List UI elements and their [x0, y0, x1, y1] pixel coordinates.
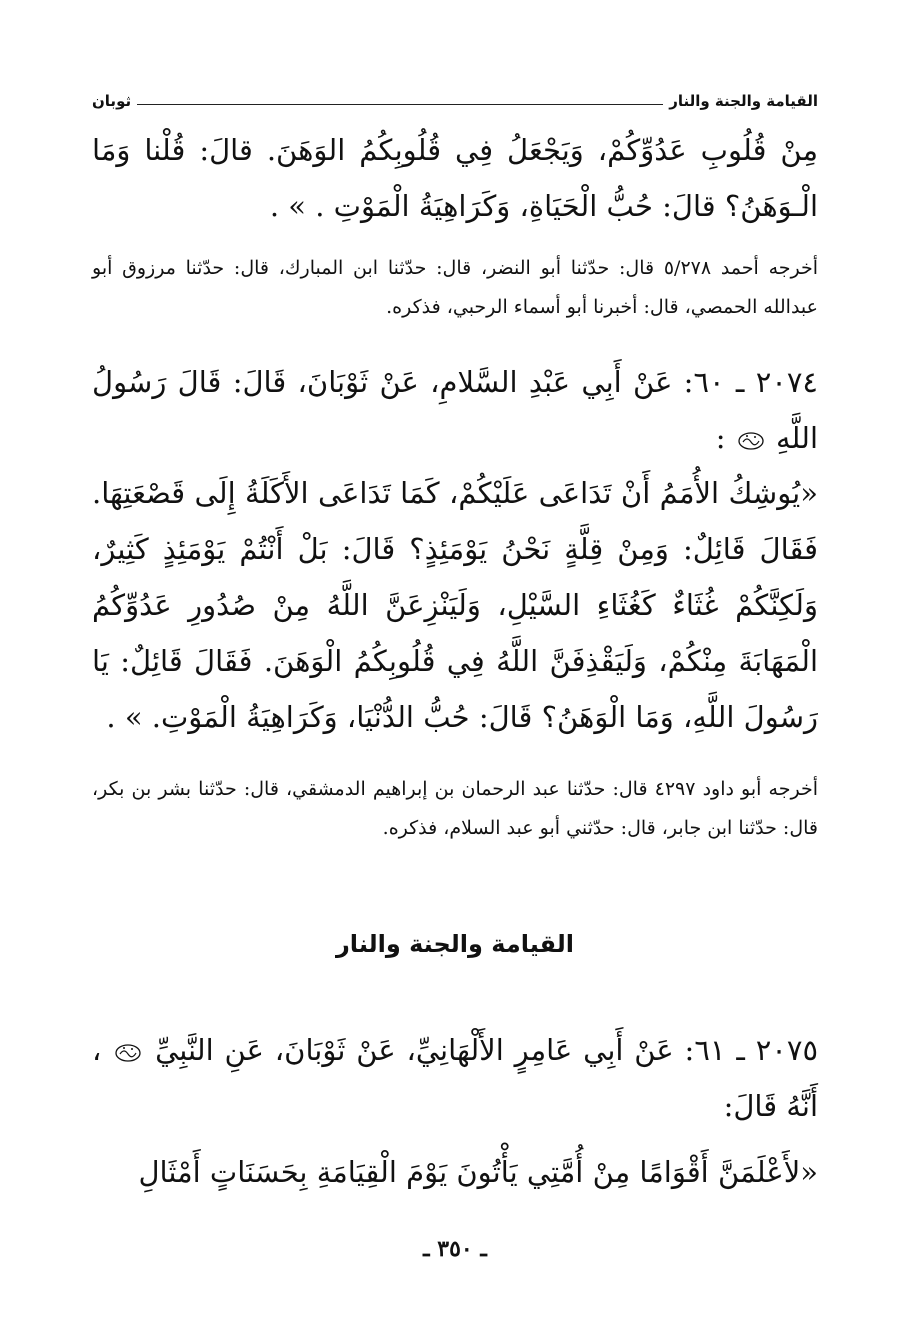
- running-header-narrator: ثوبان: [92, 92, 132, 110]
- hadith-continuation: [92, 122, 818, 234]
- takhrij-ahmad-text: أخرجه أحمد ٥/٢٧٨ قال: حدّثنا أبو النضر، قال: حدّثنا ابن المبارك، قال: حدّثنا مرزوق أبو عبدالله الحمصي، قال: أخبرنا أبو أسماء الرحبي، فذكره.: [92, 257, 819, 318]
- hadith-2075-isnad-text: ٢٠٧٥ ـ ٦١: عَنْ أَبِي عَامِرٍ الأَلْهَانِيِّ، عَنْ ثَوْبَانَ، عَنِ النَّبِيِّ: [155, 1033, 819, 1067]
- hadith-2074-matn-text: «يُوشِكُ الأُمَمُ أَنْ تَدَاعَى عَلَيْكُمْ، كَمَا تَدَاعَى الأَكَلَةُ إِلَى قَصْعَتِهَا. فَقَالَ قَائِلٌ: وَمِنْ قِلَّةٍ نَحْنُ يَوْمَئِذٍ؟ قَالَ: بَلْ أَنْتُمْ يَوْمَئِذٍ كَثِيرٌ، وَلَكِنَّكُمْ غُثَاءٌ كَغُثَاءِ السَّيْلِ، وَلَيَنْزِعَنَّ اللَّهُ مِنْ صُدُورِ عَدُوِّكُمُ الْمَهَابَةَ مِنْكُمْ، وَلَيَقْذِفَنَّ اللَّهُ فِي قُلُوبِكُمُ الْوَهَنَ. فَقَالَ قَائِلٌ: يَا رَسُولَ اللَّهِ، وَمَا الْوَهَنُ؟ قَالَ: حُبُّ الدُّنْيَا، وَكَرَاهِيَةُ الْمَوْتِ. » .: [92, 476, 818, 734]
- header-rule: [137, 104, 663, 105]
- takhrij-abu-dawud-text: أخرجه أبو داود ٤٢٩٧ قال: حدّثنا عبد الرحمان بن إبراهيم الدمشقي، قال: حدّثنا بشر بن بكر، قال: حدّثنا ابن جابر، قال: حدّثني أبو عبد السلام، فذكره.: [92, 778, 818, 839]
- takhrij-abu-dawud: [92, 770, 818, 848]
- hadith-2075-matn-text: «لأَعْلَمَنَّ أَقْوَامًا مِنْ أُمَّتِي يَأْتُونَ يَوْمَ الْقِيَامَةِ بِحَسَنَاتٍ أَمْثَالِ: [138, 1155, 818, 1189]
- salutation-icon: [114, 1040, 142, 1064]
- hadith-2074-matn: [92, 465, 818, 745]
- hadith-2075-matn: [92, 1144, 818, 1200]
- running-header-book-title: القيامة والجنة والنار: [669, 92, 818, 110]
- section-heading: القيامة والجنة والنار: [335, 930, 575, 958]
- page-number: ـ ٣٥٠ ـ: [423, 1236, 487, 1262]
- hadith-continuation-text: مِنْ قُلُوبِ عَدُوِّكُمْ، وَيَجْعَلُ فِي قُلُوبِكُمُ الوَهَنَ. قالَ: قُلْنا وَمَا الْـوَهَنُ؟ قالَ: حُبُّ الْحَيَاةِ، وَكَرَاهِيَةُ الْمَوْتِ . » .: [92, 133, 818, 223]
- hadith-2074-isnad-text: ٢٠٧٤ ـ ٦٠: عَنْ أَبِي عَبْدِ السَّلامِ، عَنْ ثَوْبَانَ، قَالَ: قَالَ رَسُولُ اللَّهِ: [92, 365, 818, 455]
- salutation-icon: [737, 428, 765, 452]
- hadith-2075-isnad-tail: ، أَنَّهُ قَالَ:: [92, 1033, 818, 1123]
- running-header: [92, 86, 818, 110]
- hadith-2075-isnad: [92, 1022, 818, 1134]
- takhrij-ahmad: [92, 249, 818, 327]
- hadith-2074-isnad: [92, 354, 818, 466]
- hadith-2074-isnad-colon: :: [715, 421, 726, 455]
